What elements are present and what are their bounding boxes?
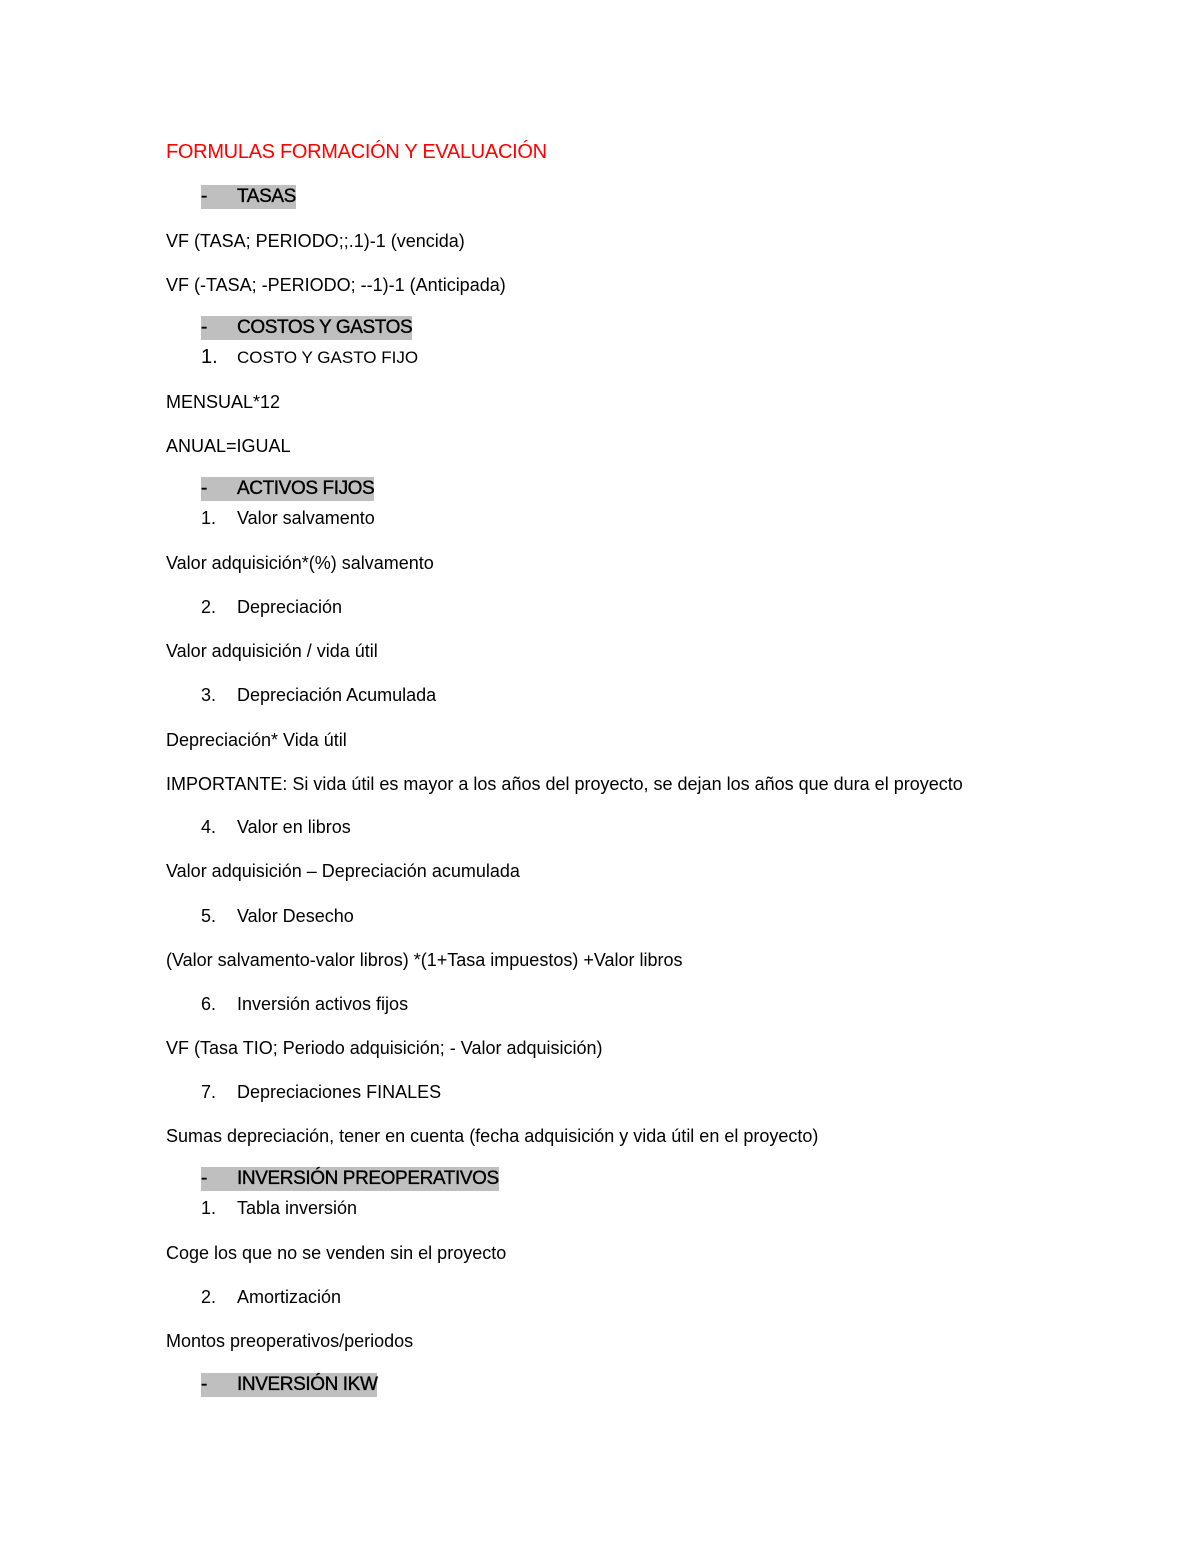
formula-line: Coge los que no se venden sin el proyecto [166, 1243, 507, 1263]
list-item [201, 507, 375, 529]
important-label: IMPORTANTE: [166, 774, 288, 794]
formula-line: VF (TASA; PERIODO;;.1)-1 (vencida) [166, 231, 465, 251]
formula-line: Sumas depreciación, tener en cuenta (fecha adquisición y vida útil en el proyecto) [166, 1126, 819, 1146]
formula-line: MENSUAL*12 [166, 392, 281, 412]
list-item-label: Depreciación Acumulada [237, 685, 437, 705]
formula-line: Valor adquisición – Depreciación acumulada [166, 861, 520, 881]
formula-line: ANUAL=IGUAL [166, 436, 291, 456]
list-item-label: Amortización [237, 1287, 342, 1307]
formula-line: Montos preoperativos/periodos [166, 1331, 414, 1351]
list-item-label: Depreciaciones FINALES [237, 1082, 442, 1102]
formula-line: VF (-TASA; -PERIODO; --1)-1 (Anticipada) [166, 275, 506, 295]
section-label: INVERSIÓN PREOPERATIVOS [237, 1168, 499, 1189]
list-item [201, 1286, 341, 1308]
list-item-label: Valor Desecho [237, 906, 354, 926]
list-item [201, 993, 408, 1015]
section-bullet: - [201, 317, 207, 338]
section-bullet: - [201, 1374, 207, 1395]
list-item [201, 1197, 357, 1219]
document-title: FORMULAS FORMACIÓN Y EVALUACIÓN [166, 141, 547, 163]
section-label: TASAS [237, 186, 296, 207]
list-number: 2. [201, 1287, 217, 1307]
list-item-label: Tabla inversión [237, 1198, 358, 1218]
formula-line: VF (Tasa TIO; Periodo adquisición; - Valor adquisición) [166, 1038, 603, 1058]
list-number: 1. [201, 346, 218, 368]
formula-line: Valor adquisición*(%) salvamento [166, 553, 434, 573]
list-number: 4. [201, 817, 217, 837]
formula-line: (Valor salvamento-valor libros) *(1+Tasa impuestos) +Valor libros [166, 950, 683, 970]
list-item [201, 1081, 441, 1103]
section-heading-tasas [201, 185, 296, 209]
important-note [166, 773, 963, 795]
list-number: 5. [201, 906, 217, 926]
section-heading-inversion-ikw [201, 1373, 377, 1397]
section-bullet: - [201, 186, 207, 207]
section-bullet: - [201, 478, 207, 499]
section-heading-inversion-preoperativos [201, 1167, 499, 1191]
section-label: ACTIVOS FIJOS [237, 478, 375, 499]
list-number: 7. [201, 1082, 217, 1102]
list-number: 2. [201, 597, 217, 617]
list-item-label: COSTO Y GASTO FIJO [237, 348, 419, 367]
section-heading-costos-gastos [201, 316, 412, 340]
section-heading-activos-fijos [201, 477, 374, 501]
list-item [201, 905, 354, 927]
list-item-label: Inversión activos fijos [237, 994, 409, 1014]
list-number: 6. [201, 994, 217, 1014]
list-item-label: Valor salvamento [237, 508, 375, 528]
list-number: 1. [201, 508, 217, 528]
important-text: Si vida útil es mayor a los años del proyecto, se dejan los años que dura el proyecto [287, 774, 963, 794]
list-item [201, 684, 436, 706]
section-label: INVERSIÓN IKW [237, 1374, 378, 1395]
list-item-label: Depreciación [237, 597, 343, 617]
list-number: 3. [201, 685, 217, 705]
section-label: COSTOS Y GASTOS [237, 317, 413, 338]
list-item [201, 596, 342, 618]
list-item [201, 816, 351, 838]
list-item [201, 346, 418, 369]
formula-line: Depreciación* Vida útil [166, 730, 347, 750]
list-number: 1. [201, 1198, 217, 1218]
formula-line: Valor adquisición / vida útil [166, 641, 378, 661]
section-bullet: - [201, 1168, 207, 1189]
list-item-label: Valor en libros [237, 817, 351, 837]
